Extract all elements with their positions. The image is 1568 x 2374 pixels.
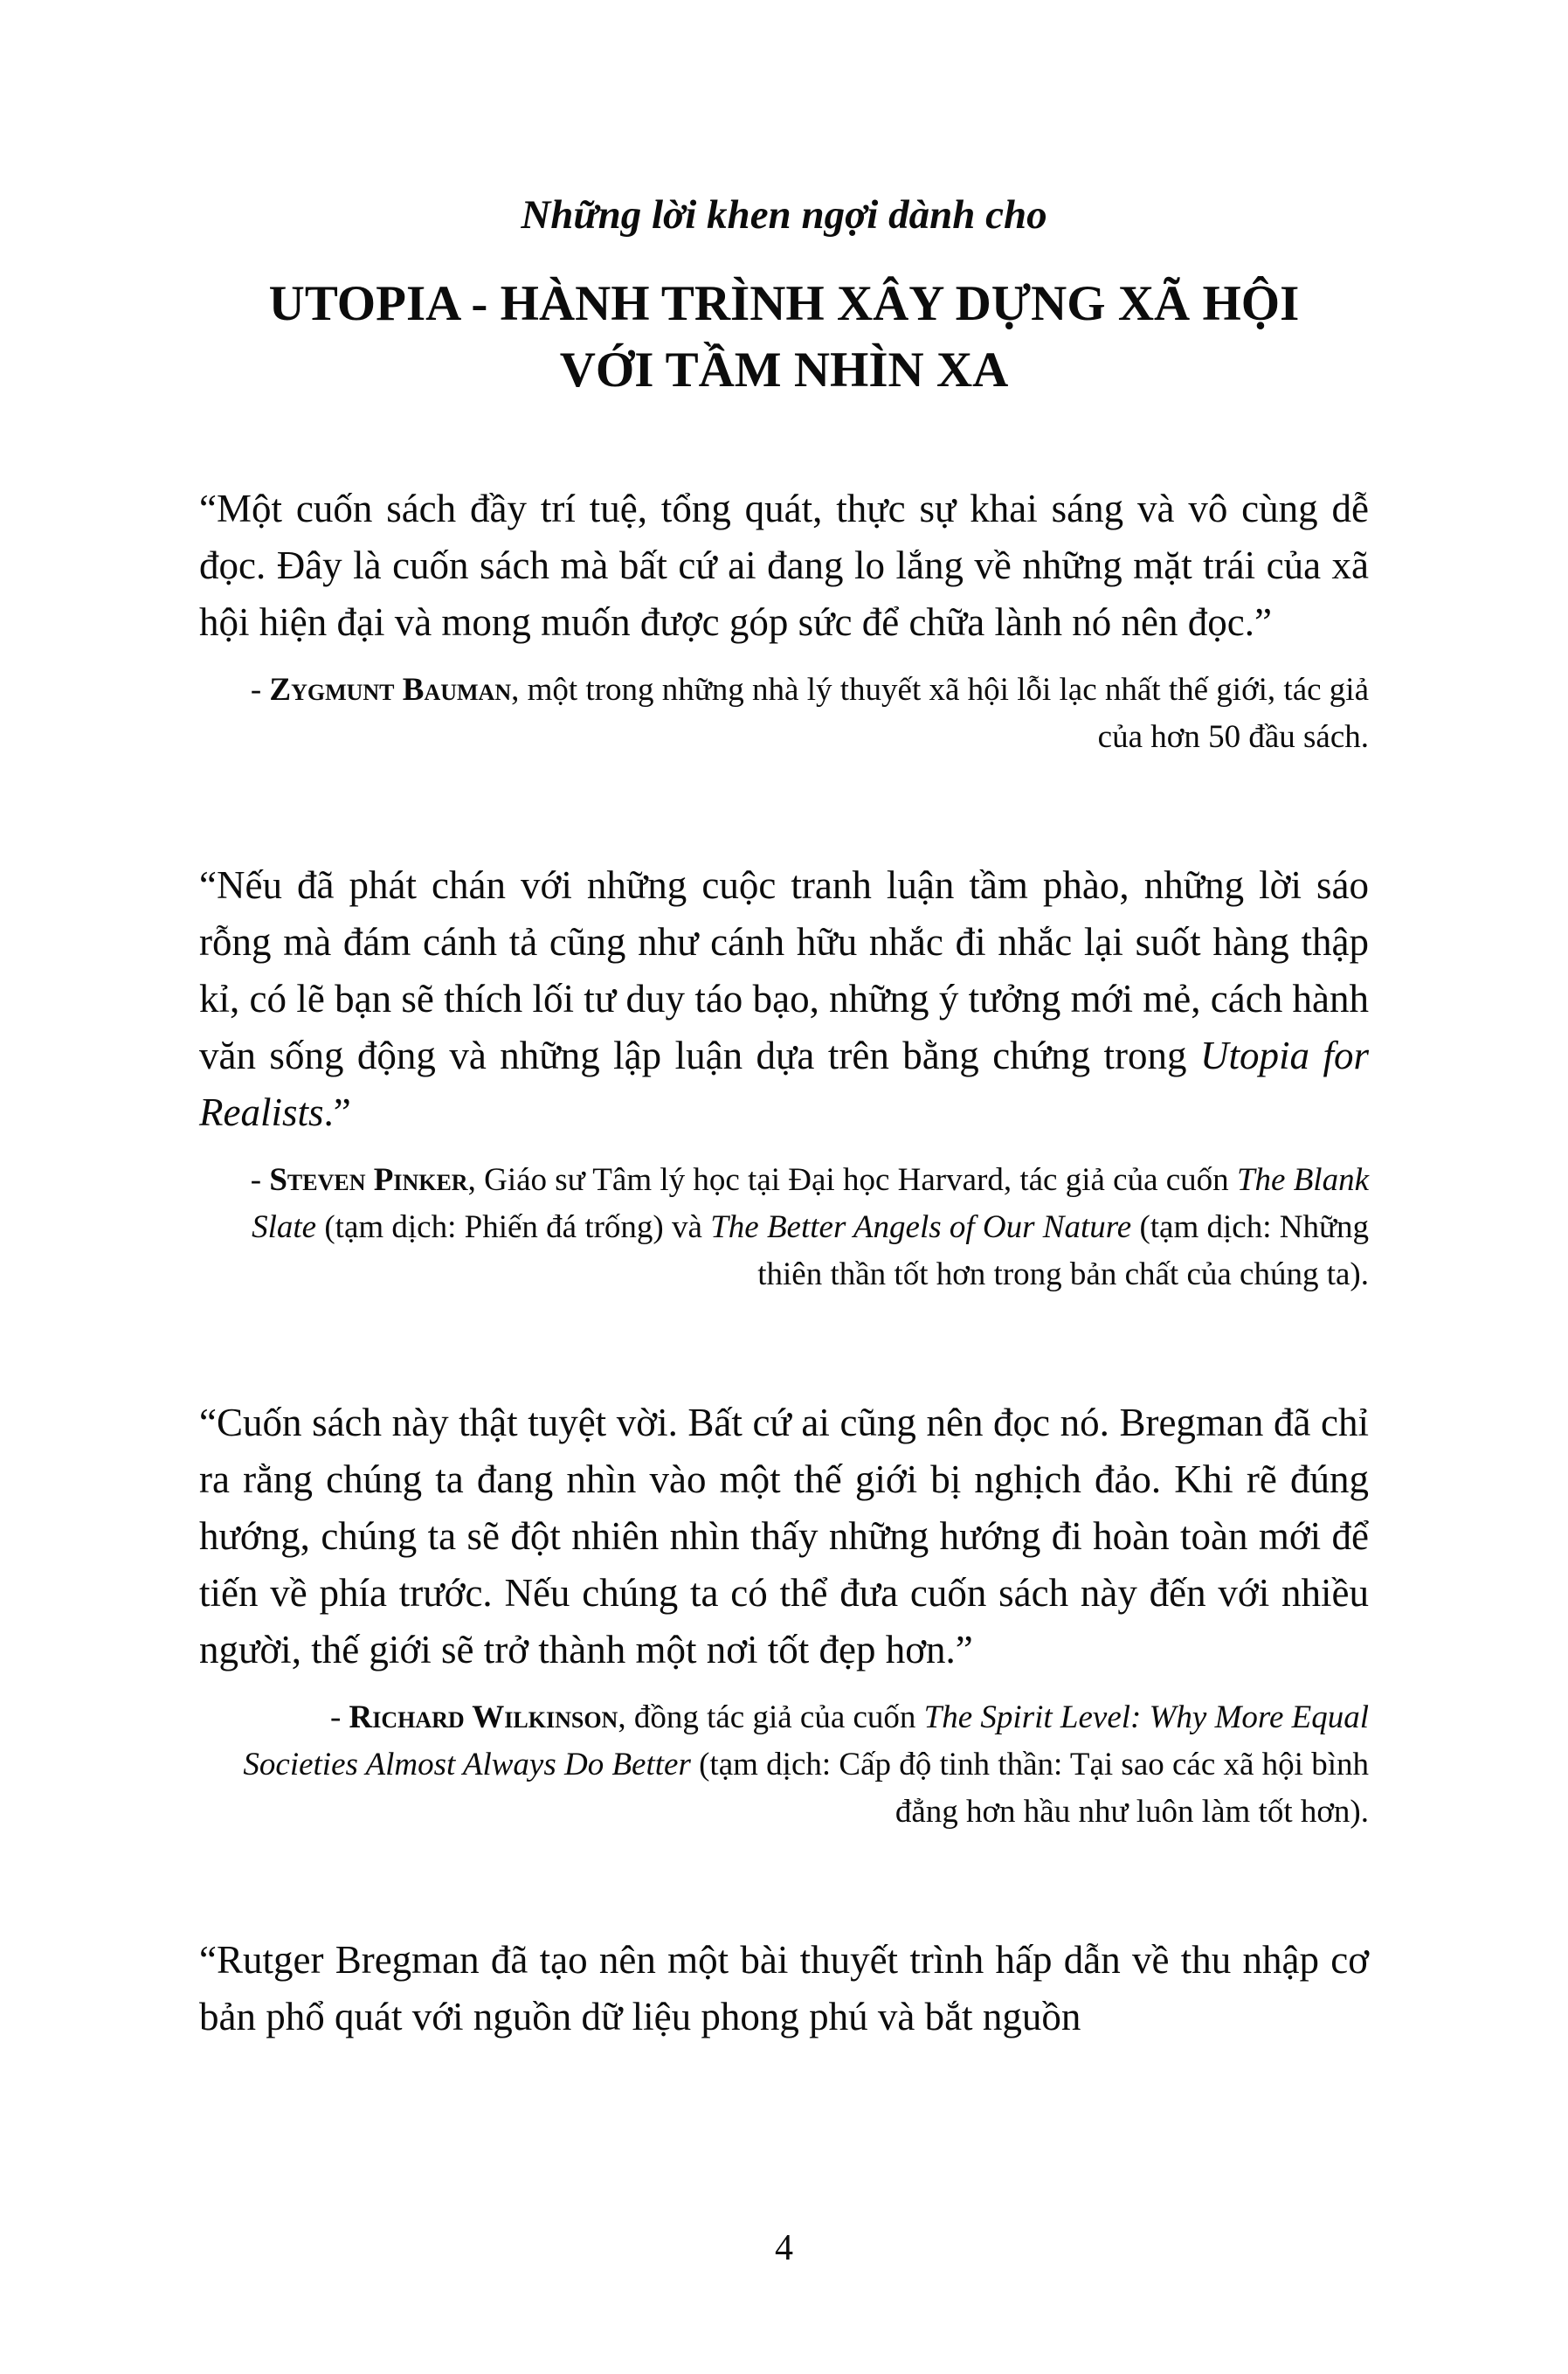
quote-attribution: - Steven Pinker, Giáo sư Tâm lý học tại Đại học Harvard, tác giả của cuốn The Blank Slate (tạm dịch: Phiến đá trống) và The Better Angels of Our Nature (tạm dịch: Những thiên thần tốt hơn trong bản chất của chúng ta).	[250, 1162, 1369, 1292]
praise-heading: Những lời khen ngợi dành cho	[521, 192, 1047, 238]
quote-steven-pinker	[199, 857, 1369, 1298]
book-title-line1: UTOPIA - HÀNH TRÌNH XÂY DỰNG XÃ HỘI	[268, 276, 1300, 331]
quote-zygmunt-bauman	[199, 481, 1369, 761]
quote-text: “Một cuốn sách đầy trí tuệ, tổng quát, thực sự khai sáng và vô cùng dễ đọc. Đây là cuốn sách mà bất cứ ai đang lo lắng về những mặt trái của xã hội hiện đại và mong muốn được góp sức để chữa lành nó nên đọc.”	[199, 487, 1369, 644]
quote-rutger-bregman	[199, 1932, 1369, 2045]
book-title-line2: VỚI TẦM NHÌN XA	[559, 343, 1009, 398]
quote-text: “Rutger Bregman đã tạo nên một bài thuyết trình hấp dẫn về thu nhập cơ bản phổ quát với nguồn dữ liệu phong phú và bắt nguồn	[199, 1938, 1369, 2038]
book-title	[199, 271, 1369, 404]
quote-richard-wilkinson	[199, 1395, 1369, 1836]
quote-text: “Nếu đã phát chán với những cuộc tranh luận tầm phào, những lời sáo rỗng mà đám cánh tả cũng như cánh hữu nhắc đi nhắc lại suốt hàng thập kỉ, có lẽ bạn sẽ thích lối tư duy táo bạo, những ý tưởng mới mẻ, cách hành văn sống động và những lập luận dựa trên bằng chứng trong Utopia for Realists.”	[199, 863, 1369, 1134]
quote-attribution: - Zygmunt Bauman, một trong những nhà lý thuyết xã hội lỗi lạc nhất thế giới, tác giả của hơn 50 đầu sách.	[250, 672, 1369, 755]
page-number: 4	[775, 2228, 793, 2268]
quote-text: “Cuốn sách này thật tuyệt vời. Bất cứ ai cũng nên đọc nó. Bregman đã chỉ ra rằng chúng ta đang nhìn vào một thế giới bị nghịch đảo. Khi rẽ đúng hướng, chúng ta sẽ đột nhiên nhìn thấy những hướng đi hoàn toàn mới để tiến về phía trước. Nếu chúng ta có thể đưa cuốn sách này đến với nhiều người, thế giới sẽ trở thành một nơi tốt đẹp hơn.”	[199, 1401, 1369, 1671]
quote-attribution: - Richard Wilkinson, đồng tác giả của cuốn The Spirit Level: Why More Equal Societies Almost Always Do Better (tạm dịch: Cấp độ tinh thần: Tại sao các xã hội bình đẳng hơn hầu như luôn làm tốt hơn).	[243, 1699, 1369, 1830]
